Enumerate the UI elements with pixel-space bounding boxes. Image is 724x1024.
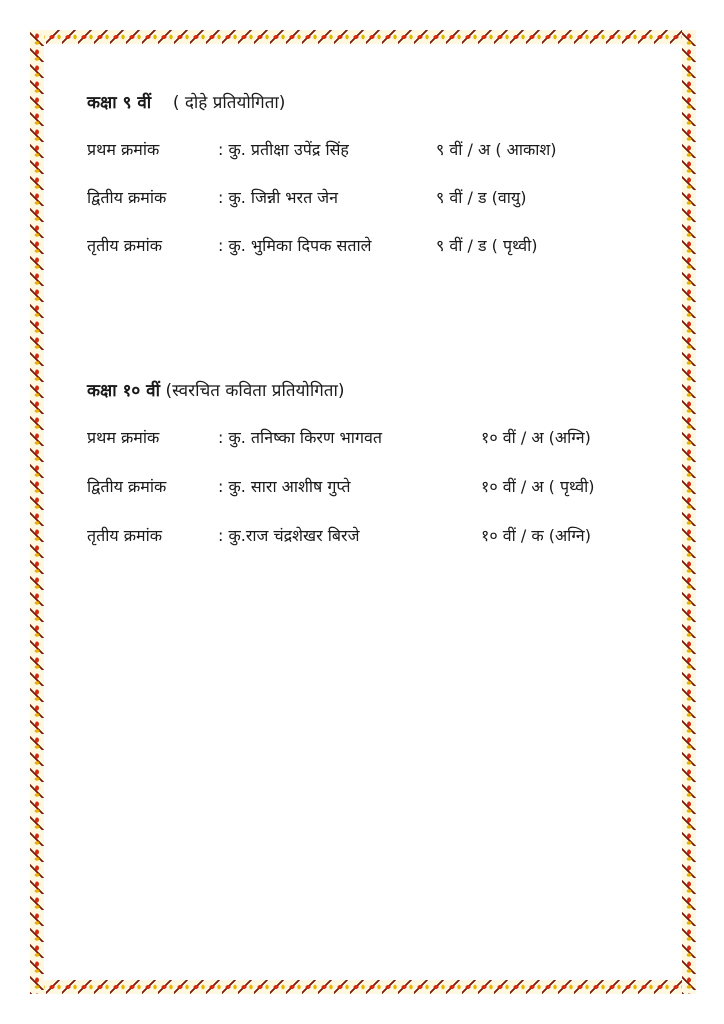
rank-label: द्वितीय क्रमांक	[87, 188, 167, 207]
student-name: : कु. सारा आशीष गुप्ते	[218, 477, 351, 496]
rank-label: प्रथम क्रमांक	[87, 140, 160, 159]
section-heading-competition: (स्वरचित कविता प्रतियोगिता)	[165, 381, 345, 401]
page-border-top	[30, 30, 696, 44]
student-name: : कु. भुमिका दिपक सताले	[218, 236, 372, 255]
student-class: ९ वीं / ड (वायु)	[436, 188, 527, 207]
student-class: १० वीं / अ ( पृथ्वी)	[481, 477, 595, 496]
section-heading-competition: ( दोहे प्रतियोगिता)	[172, 93, 286, 113]
rank-label: प्रथम क्रमांक	[87, 428, 160, 447]
rank-label: तृतीय क्रमांक	[87, 236, 163, 255]
student-class: १० वीं / अ (अग्नि)	[481, 428, 591, 447]
rank-label: तृतीय क्रमांक	[87, 526, 163, 545]
page-border-left	[30, 30, 44, 994]
student-name: : कु. तनिष्का किरण भागवत	[218, 428, 382, 447]
page-border-bottom	[30, 980, 696, 994]
student-name: : कु.राज चंद्रशेखर बिरजे	[218, 526, 360, 545]
student-name: : कु. जिन्नी भरत जेन	[218, 188, 339, 207]
student-name: : कु. प्रतीक्षा उपेंद्र सिंह	[218, 140, 349, 159]
student-class: ९ वीं / अ ( आकाश)	[436, 140, 557, 159]
section-heading-class: कक्षा १० वीं	[87, 381, 161, 401]
student-class: ९ वीं / ड ( पृथ्वी)	[436, 236, 538, 255]
student-class: १० वीं / क (अग्नि)	[481, 526, 591, 545]
section-heading-class-10	[87, 378, 345, 401]
page-border-right	[682, 30, 696, 994]
section-heading-class-9	[87, 90, 285, 113]
rank-label: द्वितीय क्रमांक	[87, 477, 167, 496]
section-heading-class: कक्षा ९ वीं	[87, 93, 152, 113]
